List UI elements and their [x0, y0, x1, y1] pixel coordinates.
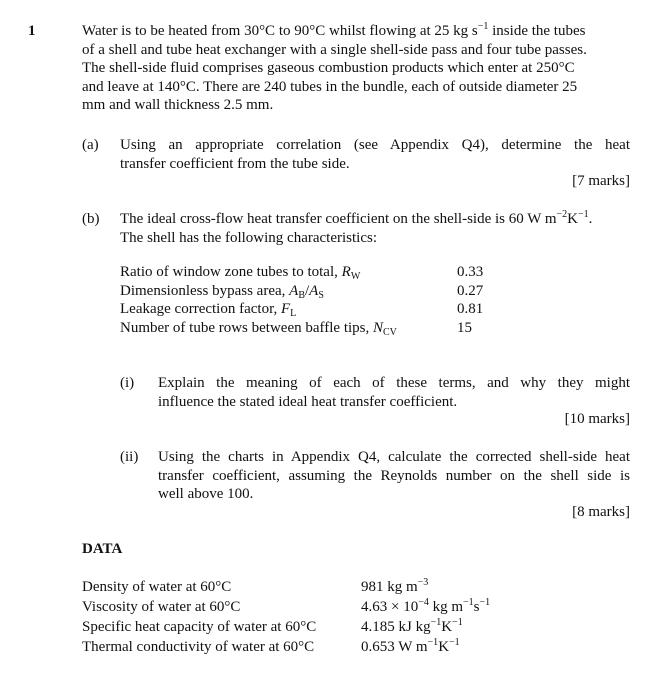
sub-i-label: (i) [120, 375, 135, 391]
characteristic-value: 15 [457, 319, 472, 336]
question-intro [82, 22, 622, 115]
sub-ii-line: well above 100. [158, 486, 254, 502]
sub-i-line: Explain the meaning of each of these terms, and why they might [158, 375, 630, 391]
part-b-label: (b) [82, 211, 100, 227]
intro-line: and leave at 140°C. There are 240 tubes in the bundle, each of outside diameter 25 [82, 78, 578, 95]
characteristic-name: Leakage correction factor, $F_L$ [120, 301, 297, 319]
data-table [82, 578, 552, 658]
characteristics-table [120, 263, 500, 337]
sub-ii-text [158, 448, 630, 504]
data-value-cell: 0.653 W $m^{-1}K^{-1}$ [361, 637, 460, 655]
data-row [82, 618, 552, 638]
characteristic-row [120, 319, 500, 338]
data-value-cell: $4.63 \times 10^{-4}$ kg $m^{-1}s^{-1}$ [361, 597, 491, 615]
characteristic-name: Number of tube rows between baffle tips, $N_{CV}$ [120, 319, 397, 338]
sub-ii-label: (ii) [120, 449, 139, 465]
part-a-text [120, 136, 630, 173]
data-row [82, 638, 552, 658]
part-a-line: transfer coefficient from the tube side. [120, 155, 350, 172]
intro-line: The shell-side fluid comprises gaseous combustion products which enter at 250°C [82, 60, 575, 76]
intro-line: of a shell and tube heat exchanger with a single shell-side pass and four tube passes. [82, 41, 587, 58]
data-value-cell: 4.185 kJ $kg^{-1}K^{-1}$ [361, 617, 463, 635]
sub-i-line: influence the stated ideal heat transfer coefficient. [158, 393, 458, 410]
characteristic-value: 0.33 [457, 264, 484, 280]
data-name-cell: Viscosity of water at 60°C [82, 599, 241, 615]
part-b-line: The ideal cross-flow heat transfer coefficient on the shell-side is 60 W $m^{-2}K^{-1}$. [120, 209, 593, 227]
sub-i-marks: [10 marks] [564, 411, 630, 427]
question-number: 1 [28, 23, 36, 39]
sub-ii-line: transfer coefficient, assuming the Reynolds number on the shell side is [158, 467, 630, 484]
data-heading: DATA [82, 541, 123, 557]
characteristic-row [120, 300, 500, 319]
characteristic-row [120, 263, 500, 282]
part-b-text [120, 210, 635, 247]
intro-line: Water is to be heated from 30°C to 90°C whilst flowing at 25 kg $s^{-1}$ inside the tubes [82, 21, 586, 39]
data-row [82, 598, 552, 618]
part-b-line: The shell has the following characteristics: [120, 229, 377, 246]
characteristic-value: 0.27 [457, 282, 484, 299]
characteristic-name: Dimensionless bypass area, $A_B/A_S$ [120, 282, 324, 301]
data-row [82, 578, 552, 598]
part-a-label: (a) [82, 137, 99, 153]
data-value-cell: 981 kg $m^{-3}$ [361, 577, 429, 595]
sub-ii-line: Using the charts in Appendix Q4, calculate the corrected shell-side heat [158, 449, 630, 465]
characteristic-value: 0.81 [457, 301, 484, 317]
characteristic-name: Ratio of window zone tubes to total, $R_W$ [120, 264, 361, 282]
intro-line: mm and wall thickness 2.5 mm. [82, 97, 274, 113]
data-name-cell: Thermal conductivity of water at 60°C [82, 639, 315, 655]
part-a-marks: [7 marks] [572, 173, 630, 189]
data-name-cell: Density of water at 60°C [82, 579, 232, 595]
data-name-cell: Specific heat capacity of water at 60°C [82, 619, 317, 635]
part-a-line: Using an appropriate correlation (see Appendix Q4), determine the heat [120, 137, 630, 153]
sub-i-text [158, 374, 630, 411]
characteristic-row [120, 282, 500, 301]
sub-ii-marks: [8 marks] [572, 504, 630, 520]
